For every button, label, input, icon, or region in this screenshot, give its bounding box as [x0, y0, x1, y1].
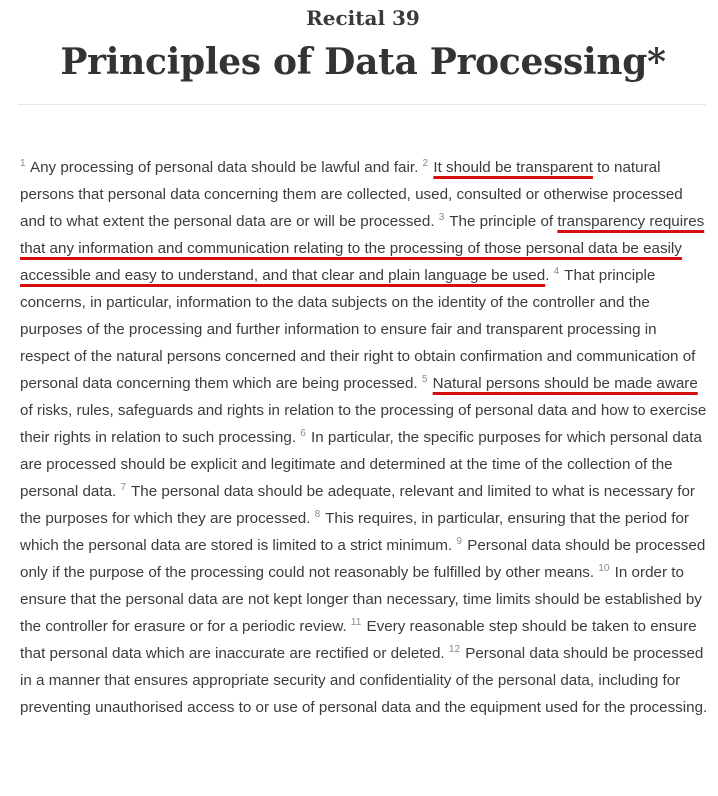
sentence-text: This requires, in particular, ensuring that the period for which the personal data are stored is limited to a strict minimum. — [20, 510, 689, 554]
sentence-text: In particular, the specific purposes for which personal data are processed should be explicit and legitimate and determined at the time of the collection of the personal data. — [20, 429, 702, 500]
sentence-number: 6 — [300, 428, 306, 439]
sentence-text: The principle of — [445, 213, 558, 230]
sentence-text: to natural persons that personal data concerning them are collected, used, consulted or otherwise processed and to what extent the personal data are or will be processed. — [20, 159, 683, 230]
sentence-text: . — [545, 267, 554, 284]
recital-number: Recital 39 — [306, 6, 420, 30]
sentence-number: 11 — [350, 617, 362, 628]
highlighted-phrase: It should be transparent — [433, 159, 593, 176]
sentence-4 — [20, 267, 695, 392]
sentence-text: That principle concerns, in particular, information to the data subjects on the identity of the controller and the purposes of the processing and further information to ensure fair and transparent processing in respect of the natural persons concerned and their right to obtain confirmation and communication of personal data concerning them which are being processed. — [20, 267, 696, 392]
sentence-text: Personal data should be processed in a manner that ensures appropriate security and confidentiality of the personal data, including for preventing unauthorised access to or use of personal data and the equipment used for the processing. — [20, 645, 708, 716]
header-divider — [18, 104, 706, 105]
sentence-number: 12 — [448, 644, 461, 655]
sentence-text: Any processing of personal data should be lawful and fair. — [26, 159, 423, 176]
highlighted-phrase: Natural persons should be made aware — [432, 375, 698, 392]
sentence-text: In order to ensure that the personal data are not kept longer than necessary, time limits should be established by the controller for erasure or for a periodic review. — [20, 564, 702, 635]
sentence-number: 9 — [456, 536, 462, 547]
sentence-number: 7 — [120, 482, 127, 493]
sentence-text: Personal data should be processed only if the purpose of the processing could not reasonably be fulfilled by other means. — [20, 537, 706, 581]
sentence-number: 8 — [314, 509, 321, 520]
sentence-number: 2 — [422, 158, 429, 169]
highlighted-phrase: transparency requires that any information and communication relating to the processing of those personal data be easily accessible and easy to understand, and that clear and plain language be used — [20, 213, 705, 284]
sentence-number: 1 — [20, 158, 26, 169]
recital-body — [20, 154, 710, 721]
sentence-1 — [20, 159, 423, 176]
sentence-text: Every reasonable step should be taken to ensure that personal data which are inaccurate are rectified or deleted. — [20, 618, 697, 662]
sentence-text: The personal data should be adequate, relevant and limited to what is necessary for the purposes for which they are processed. — [20, 483, 695, 527]
page-title: Principles of Data Processing* — [60, 41, 666, 83]
sentence-text: of risks, rules, safeguards and rights in relation to the processing of personal data and how to exercise their rights in relation to such processing. — [20, 402, 707, 446]
sentence-number: 10 — [598, 563, 610, 574]
sentence-number: 4 — [553, 266, 560, 277]
sentence-number: 3 — [438, 212, 445, 223]
sentence-number: 5 — [421, 374, 428, 385]
